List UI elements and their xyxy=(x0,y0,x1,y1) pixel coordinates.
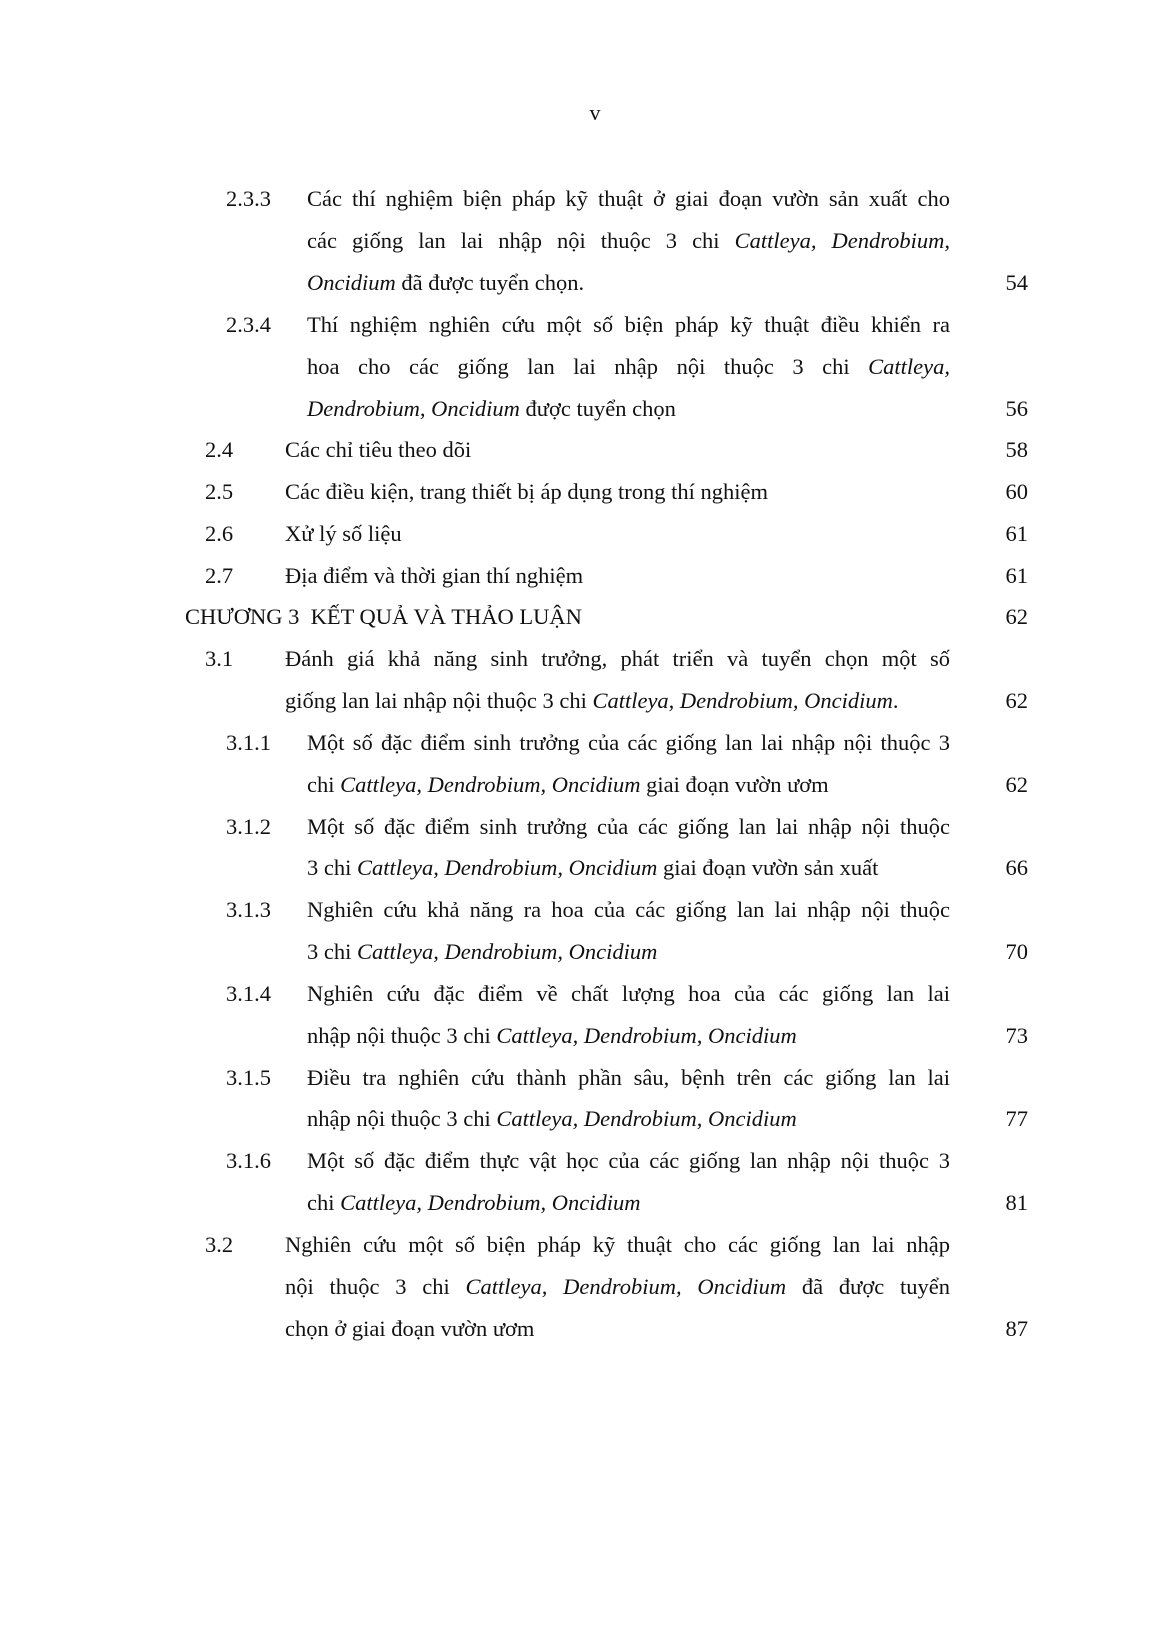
entry-number: 2.6 xyxy=(205,521,234,546)
entry-line: các giống lan lai nhập nội thuộc 3 chi Cattleya, Dendrobium, xyxy=(307,228,951,253)
entry-line: chi Cattleya, Dendrobium, Oncidium giai đoạn vườn ươm xyxy=(307,772,829,797)
entry-page: 77 xyxy=(1005,1106,1028,1131)
entry-page: 62 xyxy=(1005,604,1028,629)
entry-number: 2.4 xyxy=(205,437,234,462)
entry-number: 2.3.3 xyxy=(226,186,271,211)
entry-page: 62 xyxy=(1005,688,1028,713)
entry-line: Nghiên cứu khả năng ra hoa của các giống lan lai nhập nội thuộc xyxy=(307,897,950,922)
entry-title: Các điều kiện, trang thiết bị áp dụng trong thí nghiệm xyxy=(285,479,769,504)
entry-title: Các chỉ tiêu theo dõi xyxy=(285,437,472,462)
chapter-title: CHƯƠNG 3 KẾT QUẢ VÀ THẢO LUẬN xyxy=(185,604,582,629)
entry-page: 61 xyxy=(1005,563,1028,588)
entry-page: 87 xyxy=(1005,1316,1028,1341)
entry-line: Một số đặc điểm sinh trưởng của các giống lan lai nhập nội thuộc xyxy=(307,814,950,839)
entry-line: Nghiên cứu đặc điểm về chất lượng hoa của các giống lan lai xyxy=(307,981,950,1006)
entry-number: 2.7 xyxy=(205,563,234,588)
entry-page: 54 xyxy=(1005,270,1028,295)
entry-number: 3.2 xyxy=(205,1232,234,1257)
entry-page: 62 xyxy=(1005,772,1028,797)
entry-line: Nghiên cứu một số biện pháp kỹ thuật cho các giống lan lai nhập xyxy=(285,1232,950,1257)
page-number: v xyxy=(589,100,601,125)
entry-line: Một số đặc điểm thực vật học của các giống lan nhập nội thuộc 3 xyxy=(307,1148,950,1173)
entry-page: 66 xyxy=(1005,855,1028,880)
entry-line: nội thuộc 3 chi Cattleya, Dendrobium, Oncidium đã được tuyển xyxy=(285,1274,950,1299)
entry-number: 3.1.2 xyxy=(226,814,271,839)
entry-number: 2.3.4 xyxy=(226,312,271,337)
entry-number: 3.1.6 xyxy=(226,1148,271,1173)
entry-line: Thí nghiệm nghiên cứu một số biện pháp kỹ thuật điều khiển ra xyxy=(307,312,950,337)
entry-page: 73 xyxy=(1005,1023,1028,1048)
entry-line: nhập nội thuộc 3 chi Cattleya, Dendrobium, Oncidium xyxy=(307,1106,797,1131)
entry-page: 60 xyxy=(1005,479,1028,504)
entry-line: Một số đặc điểm sinh trưởng của các giống lan lai nhập nội thuộc 3 xyxy=(307,730,950,755)
entry-line: nhập nội thuộc 3 chi Cattleya, Dendrobium, Oncidium xyxy=(307,1023,797,1048)
entry-line: giống lan lai nhập nội thuộc 3 chi Cattleya, Dendrobium, Oncidium. xyxy=(285,688,899,713)
entry-line: Các thí nghiệm biện pháp kỹ thuật ở giai đoạn vườn sản xuất cho xyxy=(307,186,950,211)
entry-title: Địa điểm và thời gian thí nghiệm xyxy=(285,563,584,588)
entry-page: 58 xyxy=(1005,437,1028,462)
entry-line: 3 chi Cattleya, Dendrobium, Oncidium giai đoạn vườn sản xuất xyxy=(307,855,879,880)
entry-page: 81 xyxy=(1005,1190,1028,1215)
entry-line: chi Cattleya, Dendrobium, Oncidium xyxy=(307,1190,641,1215)
entry-title: Xử lý số liệu xyxy=(285,521,402,546)
entry-number: 3.1.1 xyxy=(226,730,271,755)
entry-line: Dendrobium, Oncidium được tuyển chọn xyxy=(307,396,676,421)
entry-line: 3 chi Cattleya, Dendrobium, Oncidium xyxy=(307,939,658,964)
entry-page: 56 xyxy=(1005,396,1028,421)
entry-line: Điều tra nghiên cứu thành phần sâu, bệnh trên các giống lan lai xyxy=(307,1065,950,1090)
entry-line: Đánh giá khả năng sinh trưởng, phát triển và tuyển chọn một số xyxy=(285,646,950,671)
entry-number: 3.1 xyxy=(205,646,234,671)
entry-number: 3.1.5 xyxy=(226,1065,271,1090)
entry-line: hoa cho các giống lan lai nhập nội thuộc 3 chi Cattleya, xyxy=(307,354,950,379)
entry-page: 61 xyxy=(1005,521,1028,546)
entry-number: 3.1.4 xyxy=(226,981,271,1006)
entry-line: chọn ở giai đoạn vườn ươm xyxy=(285,1316,535,1341)
entry-number: 3.1.3 xyxy=(226,897,271,922)
entry-page: 70 xyxy=(1005,939,1028,964)
entry-number: 2.5 xyxy=(205,479,234,504)
entry-line: Oncidium đã được tuyển chọn. xyxy=(307,270,585,295)
